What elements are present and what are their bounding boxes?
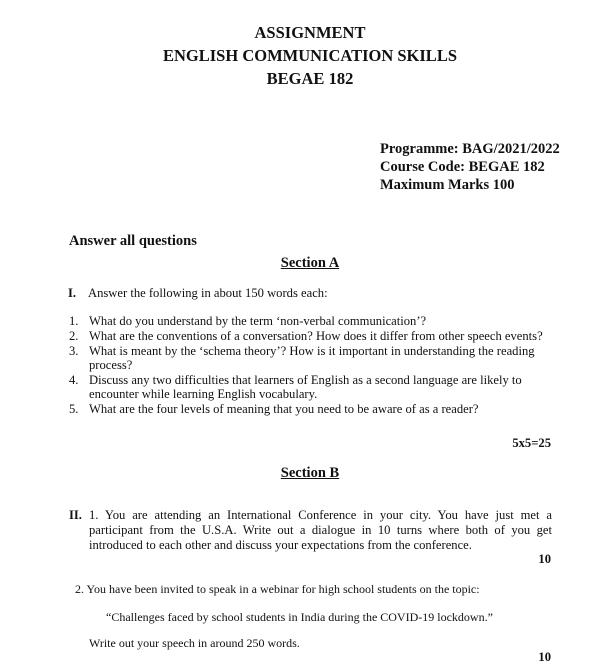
course-code-title: BEGAE 182 bbox=[266, 69, 354, 88]
question-1 bbox=[69, 314, 426, 329]
question-text: What is meant by the ‘schema theory’? How is it important in understanding the reading bbox=[89, 344, 535, 358]
instruction-heading: Answer all questions bbox=[69, 233, 197, 249]
speech-topic: “Challenges faced by school students in India during the COVID-19 lockdown.” bbox=[106, 610, 493, 624]
question-text: What are the four levels of meaning that you need to be aware of as a reader? bbox=[89, 402, 479, 416]
roman-numeral: I. bbox=[68, 286, 77, 300]
question-number: 4. bbox=[69, 373, 79, 387]
question-2-marks: 10 bbox=[538, 650, 551, 664]
prompt-text: Answer the following in about 150 words each: bbox=[88, 286, 328, 300]
question-number: 1. bbox=[69, 314, 79, 328]
question-text: Discuss any two difficulties that learners of English as a second language are likely to bbox=[89, 373, 522, 387]
course-title: ENGLISH COMMUNICATION SKILLS bbox=[163, 46, 457, 65]
question-4 bbox=[69, 373, 522, 388]
section-a-heading: Section A bbox=[280, 255, 340, 271]
question-text-line: 1. You are attending an International Conference in your city. You have just met a bbox=[89, 508, 552, 522]
question-3-continued: process? bbox=[89, 358, 133, 372]
question-instruction: Write out your speech in around 250 words. bbox=[89, 636, 300, 650]
question-1-marks: 10 bbox=[538, 552, 551, 566]
section-a-prompt bbox=[68, 286, 328, 301]
question-number: 5. bbox=[69, 402, 79, 416]
section-b-heading: Section B bbox=[280, 465, 340, 481]
question-text-line: introduced to each other and discuss your expectations from the conference. bbox=[89, 538, 472, 552]
question-text-line: participant from the U.S.A. Write out a dialogue in 10 turns where both of you get bbox=[89, 523, 552, 537]
question-number: 3. bbox=[69, 344, 79, 358]
question-number: 2. bbox=[69, 329, 79, 343]
course-code-label: Course Code: BEGAE 182 bbox=[380, 159, 545, 175]
question-3 bbox=[69, 344, 535, 359]
section-a-marks: 5x5=25 bbox=[512, 436, 551, 450]
question-4-continued: encounter while learning English vocabulary. bbox=[89, 387, 318, 401]
question-text: What are the conventions of a conversation? How does it differ from other speech events? bbox=[89, 329, 543, 343]
programme-label: Programme: BAG/2021/2022 bbox=[380, 141, 560, 157]
question-2 bbox=[69, 329, 543, 344]
roman-numeral: II. bbox=[69, 508, 82, 522]
question-text: What do you understand by the term ‘non-verbal communication’? bbox=[89, 314, 427, 328]
max-marks-label: Maximum Marks 100 bbox=[380, 177, 515, 193]
question-intro: 2. You have been invited to speak in a webinar for high school students on the topic: bbox=[75, 582, 480, 596]
question-5 bbox=[69, 402, 479, 417]
assignment-title: ASSIGNMENT bbox=[254, 23, 366, 42]
